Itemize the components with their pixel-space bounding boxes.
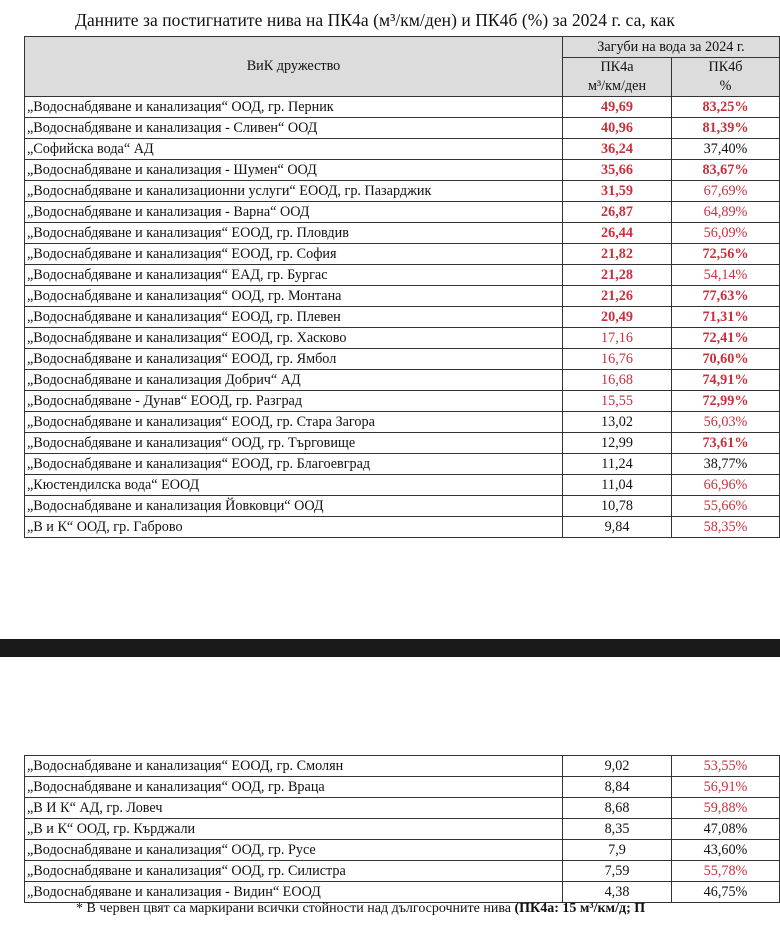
pk4a-value-cell: 11,24 <box>563 454 672 475</box>
pk4a-value-cell: 15,55 <box>563 391 672 412</box>
water-loss-table-top <box>24 36 780 538</box>
pk4b-column-header <box>672 58 780 97</box>
pk4a-value-cell: 16,76 <box>563 349 672 370</box>
pk4b-value-cell: 56,03% <box>672 412 780 433</box>
company-name-cell: „Водоснабдяване и канализация“ ЕООД, гр. Стара Загора <box>25 412 563 433</box>
company-name-cell: „Водоснабдяване и канализация“ ЕООД, гр. Смолян <box>25 756 563 777</box>
table-row <box>25 496 780 517</box>
pk4b-value-cell: 77,63% <box>672 286 780 307</box>
pk4b-value-cell: 74,91% <box>672 370 780 391</box>
table-row <box>25 798 780 819</box>
table-row <box>25 160 780 181</box>
pk4a-value-cell: 35,66 <box>563 160 672 181</box>
table-row <box>25 328 780 349</box>
pk4b-value-cell: 56,91% <box>672 777 780 798</box>
table-row <box>25 777 780 798</box>
water-loss-table-bottom <box>24 755 780 903</box>
company-name-cell: „Водоснабдяване и канализация“ ООД, гр. Враца <box>25 777 563 798</box>
company-name-cell: „Водоснабдяване и канализация“ ООД, гр. Русе <box>25 840 563 861</box>
pk4a-column-header <box>563 58 672 97</box>
pk4a-value-cell: 9,84 <box>563 517 672 538</box>
table-row <box>25 139 780 160</box>
pk4a-value-cell: 21,28 <box>563 265 672 286</box>
pk4a-value-cell: 21,82 <box>563 244 672 265</box>
table-body-bottom <box>25 756 780 903</box>
company-name-cell: „Водоснабдяване и канализация - Видин“ ЕООД <box>25 882 563 903</box>
pk4b-value-cell: 56,09% <box>672 223 780 244</box>
pk4a-value-cell: 26,87 <box>563 202 672 223</box>
pk4b-value-cell: 55,78% <box>672 861 780 882</box>
footnote <box>76 901 645 917</box>
company-name-cell: „В и К“ ООД, гр. Габрово <box>25 517 563 538</box>
pk4a-value-cell: 8,68 <box>563 798 672 819</box>
table-row <box>25 861 780 882</box>
company-name-cell: „Водоснабдяване и канализация“ ЕООД, гр. Пловдив <box>25 223 563 244</box>
pk4b-value-cell: 58,35% <box>672 517 780 538</box>
pk4b-value-cell: 73,61% <box>672 433 780 454</box>
pk4a-value-cell: 21,26 <box>563 286 672 307</box>
pk4a-value-cell: 12,99 <box>563 433 672 454</box>
company-name-cell: „Водоснабдяване и канализация“ ООД, гр. Силистра <box>25 861 563 882</box>
table-row <box>25 517 780 538</box>
table-row <box>25 265 780 286</box>
table-row <box>25 118 780 139</box>
company-name-cell: „В И К“ АД, гр. Ловеч <box>25 798 563 819</box>
table-row <box>25 882 780 903</box>
document-title: Данните за постигнатите нива на ПК4а (м³/км/ден) и ПК4б (%) за 2024 г. са, как <box>75 10 675 30</box>
pk4a-value-cell: 9,02 <box>563 756 672 777</box>
pk4b-value-cell: 46,75% <box>672 882 780 903</box>
table-row <box>25 391 780 412</box>
pk4a-value-cell: 26,44 <box>563 223 672 244</box>
company-name-cell: „Водоснабдяване и канализация“ ЕАД, гр. Бургас <box>25 265 563 286</box>
company-name-cell: „Водоснабдяване и канализация - Варна“ ООД <box>25 202 563 223</box>
table-row <box>25 840 780 861</box>
pk4a-value-cell: 11,04 <box>563 475 672 496</box>
table-row <box>25 819 780 840</box>
footnote-text: * В червен цвят са маркирани всички стойности над дългосрочните нива <box>76 901 515 916</box>
pk4a-value-cell: 13,02 <box>563 412 672 433</box>
pk4a-value-cell: 17,16 <box>563 328 672 349</box>
pk4a-value-cell: 20,49 <box>563 307 672 328</box>
table-row <box>25 756 780 777</box>
pk4a-value-cell: 16,68 <box>563 370 672 391</box>
pk4b-value-cell: 67,69% <box>672 181 780 202</box>
company-name-cell: „Софийска вода“ АД <box>25 139 563 160</box>
pk4b-value-cell: 37,40% <box>672 139 780 160</box>
table-row <box>25 412 780 433</box>
table-row <box>25 370 780 391</box>
pk4a-value-cell: 36,24 <box>563 139 672 160</box>
company-name-cell: „Водоснабдяване и канализация Йовковци“ ООД <box>25 496 563 517</box>
table-row <box>25 286 780 307</box>
pk4b-value-cell: 53,55% <box>672 756 780 777</box>
company-name-cell: „Водоснабдяване и канализация“ ЕООД, гр. Благоевград <box>25 454 563 475</box>
table-row <box>25 349 780 370</box>
water-loss-group-header: Загуби на вода за 2024 г. <box>563 37 780 58</box>
pk4b-value-cell: 54,14% <box>672 265 780 286</box>
table-row <box>25 181 780 202</box>
company-name-cell: „Водоснабдяване и канализация“ ООД, гр. Перник <box>25 97 563 118</box>
pk4b-value-cell: 59,88% <box>672 798 780 819</box>
table-row <box>25 454 780 475</box>
company-name-cell: „В и К“ ООД, гр. Кърджали <box>25 819 563 840</box>
pk4a-value-cell: 7,59 <box>563 861 672 882</box>
company-name-cell: „Водоснабдяване - Дунав“ ЕООД, гр. Разград <box>25 391 563 412</box>
pk4a-value-cell: 40,96 <box>563 118 672 139</box>
table-row <box>25 97 780 118</box>
table-row <box>25 307 780 328</box>
table-row <box>25 244 780 265</box>
company-name-cell: „Водоснабдяване и канализация“ ООД, гр. Монтана <box>25 286 563 307</box>
table-row <box>25 475 780 496</box>
company-name-cell: „Водоснабдяване и канализационни услуги“ ЕООД, гр. Пазарджик <box>25 181 563 202</box>
pk4a-value-cell: 8,84 <box>563 777 672 798</box>
pk4a-value-cell: 7,9 <box>563 840 672 861</box>
company-name-cell: „Водоснабдяване и канализация - Шумен“ ООД <box>25 160 563 181</box>
pk4b-value-cell: 55,66% <box>672 496 780 517</box>
table-row <box>25 202 780 223</box>
pk4b-value-cell: 72,56% <box>672 244 780 265</box>
pk4b-value-cell: 71,31% <box>672 307 780 328</box>
company-name-cell: „Водоснабдяване и канализация Добрич“ АД <box>25 370 563 391</box>
pk4b-value-cell: 66,96% <box>672 475 780 496</box>
pk4b-value-cell: 83,25% <box>672 97 780 118</box>
pk4a-header-label: ПК4а <box>600 59 634 75</box>
pk4b-header-label: ПК4б <box>708 59 743 75</box>
pk4b-value-cell: 38,77% <box>672 454 780 475</box>
company-name-cell: „Водоснабдяване и канализация“ ЕООД, гр. Плевен <box>25 307 563 328</box>
pk4b-header-unit: % <box>719 78 732 94</box>
company-name-cell: „Водоснабдяване и канализация“ ЕООД, гр. Хасково <box>25 328 563 349</box>
company-name-cell: „Кюстендилска вода“ ЕООД <box>25 475 563 496</box>
company-name-cell: „Водоснабдяване и канализация“ ЕООД, гр. София <box>25 244 563 265</box>
pk4b-value-cell: 72,41% <box>672 328 780 349</box>
page-divider <box>0 639 780 657</box>
pk4b-value-cell: 72,99% <box>672 391 780 412</box>
pk4b-value-cell: 70,60% <box>672 349 780 370</box>
pk4b-value-cell: 64,89% <box>672 202 780 223</box>
pk4a-value-cell: 49,69 <box>563 97 672 118</box>
footnote-bold: (ПК4а: 15 м³/км/д; П <box>514 901 646 916</box>
company-name-cell: „Водоснабдяване и канализация - Сливен“ ООД <box>25 118 563 139</box>
pk4a-value-cell: 8,35 <box>563 819 672 840</box>
pk4b-value-cell: 43,60% <box>672 840 780 861</box>
company-name-cell: „Водоснабдяване и канализация“ ООД, гр. Търговище <box>25 433 563 454</box>
pk4a-value-cell: 10,78 <box>563 496 672 517</box>
table-row <box>25 223 780 244</box>
company-name-cell: „Водоснабдяване и канализация“ ЕООД, гр. Ямбол <box>25 349 563 370</box>
pk4a-header-unit: м³/км/ден <box>587 78 647 94</box>
company-column-header: ВиК дружество <box>25 37 563 97</box>
pk4a-value-cell: 4,38 <box>563 882 672 903</box>
pk4b-value-cell: 81,39% <box>672 118 780 139</box>
table-body-top <box>25 97 780 538</box>
pk4b-value-cell: 47,08% <box>672 819 780 840</box>
pk4a-value-cell: 31,59 <box>563 181 672 202</box>
table-row <box>25 433 780 454</box>
pk4b-value-cell: 83,67% <box>672 160 780 181</box>
